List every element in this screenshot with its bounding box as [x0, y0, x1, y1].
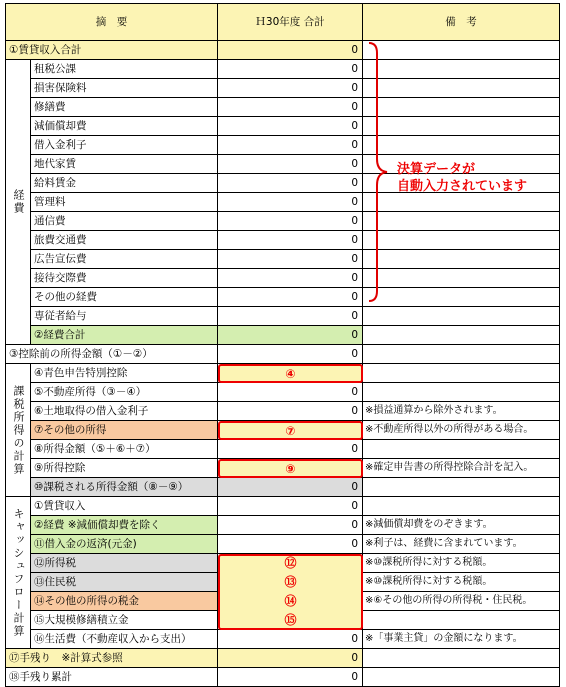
row-value[interactable]: 0: [218, 212, 363, 231]
table-row: [5, 326, 560, 345]
table-row: [5, 516, 560, 535]
row-label: 租税公課: [31, 60, 218, 79]
input-marker: ⑭: [284, 594, 297, 608]
row-value[interactable]: 0: [218, 60, 363, 79]
row-label: 旅費交通費: [31, 231, 218, 250]
row-label: 広告宣伝費: [31, 250, 218, 269]
row-memo: [363, 611, 560, 630]
table-row: [5, 98, 560, 117]
row-value[interactable]: 0: [218, 174, 363, 193]
row-memo: ※損益通算から除外されます。: [363, 402, 560, 421]
row-memo: [363, 193, 560, 212]
row-label: ⑤不動産所得（③－④）: [31, 383, 218, 402]
header-total: Ｈ30年度 合計: [218, 3, 363, 41]
row-memo: [363, 383, 560, 402]
row-label: ⑧所得金額（⑤＋⑥＋⑦）: [31, 440, 218, 459]
input-marker[interactable]: ⑨: [218, 459, 363, 478]
row-label: ⑰手残り ※計算式参照: [5, 649, 218, 668]
row-memo: [363, 98, 560, 117]
input-marker: ⑫: [284, 556, 297, 570]
row-memo: ※⑥その他の所得の所得税・住民税。: [363, 592, 560, 611]
row-label: ⑨所得控除: [31, 459, 218, 478]
group-taxable: [5, 364, 31, 497]
row-label: ⑩課税される所得金額（⑧－⑨）: [31, 478, 218, 497]
row-value[interactable]: 0: [218, 535, 363, 554]
row-memo: [363, 250, 560, 269]
group-label: 課税所得の計算: [12, 384, 25, 476]
row-value[interactable]: 0: [218, 288, 363, 307]
row-label: 損害保険料: [31, 79, 218, 98]
row-label: 給料賃金: [31, 174, 218, 193]
row-memo: [363, 60, 560, 79]
row-value[interactable]: 0: [218, 440, 363, 459]
group-expenses: [5, 60, 31, 345]
table-row: [5, 288, 560, 307]
table-row: [5, 383, 560, 402]
row-value[interactable]: 0: [218, 326, 363, 345]
row-value[interactable]: 0: [218, 250, 363, 269]
group-label: キャッシュフロー計算: [12, 507, 25, 638]
row-value[interactable]: 0: [218, 98, 363, 117]
row-label: ②経費 ※減価償却費を除く: [31, 516, 218, 535]
row-label: 接待交際費: [31, 269, 218, 288]
row-memo: [363, 41, 560, 60]
row-value[interactable]: 0: [218, 630, 363, 649]
row-memo: ※⑩課税所得に対する税額。: [363, 573, 560, 592]
row-label: 修繕費: [31, 98, 218, 117]
table-row: [5, 269, 560, 288]
table-row: [5, 345, 560, 364]
row-memo: ※⑩課税所得に対する税額。: [363, 554, 560, 573]
table-row: [5, 250, 560, 269]
row-memo: [363, 649, 560, 668]
table-row: [5, 231, 560, 250]
row-value[interactable]: 0: [218, 516, 363, 535]
row-memo: [363, 440, 560, 459]
row-label: 専従者給与: [31, 307, 218, 326]
row-memo: [363, 345, 560, 364]
row-memo: ※減価償却費をのぞきます。: [363, 516, 560, 535]
row-label: ②経費合計: [31, 326, 218, 345]
row-memo: [363, 136, 560, 155]
table-row: [5, 41, 560, 60]
header-memo: 備 考: [363, 3, 560, 41]
tax-input-box[interactable]: [218, 554, 363, 630]
row-memo: ※利子は、経費に含まれています。: [363, 535, 560, 554]
table-row: [5, 402, 560, 421]
row-value[interactable]: 0: [218, 402, 363, 421]
row-label: ⑮大規模修繕積立金: [31, 611, 218, 630]
row-label: 通信費: [31, 212, 218, 231]
row-value[interactable]: 0: [218, 136, 363, 155]
note-line-1: 決算データが: [397, 162, 476, 177]
row-label: ⑯生活費（不動産収入から支出）: [31, 630, 218, 649]
row-value[interactable]: 0: [218, 269, 363, 288]
row-label: ⑭その他の所得の税金: [31, 592, 218, 611]
table-row: [5, 440, 560, 459]
table-row: [5, 60, 560, 79]
row-memo: [363, 307, 560, 326]
row-label: ⑥土地取得の借入金利子: [31, 402, 218, 421]
row-label: ⑪借入金の返済(元金): [31, 535, 218, 554]
row-memo: [363, 364, 560, 383]
group-label: 経費: [12, 189, 25, 215]
table-row: [5, 307, 560, 326]
table-row: [5, 497, 560, 516]
row-label: 地代家賃: [31, 155, 218, 174]
row-memo: [363, 269, 560, 288]
group-cashflow: [5, 497, 31, 649]
table-row: [5, 193, 560, 212]
table-row: [5, 136, 560, 155]
row-memo: [363, 326, 560, 345]
row-value[interactable]: 0: [218, 345, 363, 364]
row-memo: [363, 668, 560, 687]
input-marker: ⑬: [284, 575, 297, 589]
row-label: ④青色申告特別控除: [31, 364, 218, 383]
row-label: 減価償却費: [31, 117, 218, 136]
row-label: ⑱手残り累計: [5, 668, 218, 687]
table-row: [5, 630, 560, 649]
row-value[interactable]: 0: [218, 478, 363, 497]
row-value[interactable]: 0: [218, 307, 363, 326]
row-memo: [363, 478, 560, 497]
input-marker[interactable]: ⑦: [218, 421, 363, 440]
table-row: [5, 535, 560, 554]
row-memo: [363, 497, 560, 516]
row-label: その他の経費: [31, 288, 218, 307]
table-row: [5, 212, 560, 231]
row-label: 管理料: [31, 193, 218, 212]
table-row: [5, 668, 560, 687]
table-row: [5, 117, 560, 136]
row-memo: [363, 231, 560, 250]
row-label: ⑬住民税: [31, 573, 218, 592]
row-memo: ※確定申告書の所得控除合計を記入。: [363, 459, 560, 478]
row-value[interactable]: 0: [218, 231, 363, 250]
row-memo: [363, 212, 560, 231]
row-label: ⑫所得税: [31, 554, 218, 573]
table-row: [5, 649, 560, 668]
row-memo: [363, 288, 560, 307]
table-row: [5, 478, 560, 497]
row-label: 借入金利子: [31, 136, 218, 155]
row-label: ①賃貸収入: [31, 497, 218, 516]
row-value[interactable]: 0: [218, 649, 363, 668]
row-label: ③控除前の所得金額（①－②）: [5, 345, 218, 364]
row-label: ⑦その他の所得: [31, 421, 218, 440]
input-marker[interactable]: ④: [218, 364, 363, 383]
row-value[interactable]: 0: [218, 79, 363, 98]
row-memo: [363, 117, 560, 136]
row-value[interactable]: 0: [218, 117, 363, 136]
brace-icon: [367, 41, 391, 303]
row-value[interactable]: 0: [218, 155, 363, 174]
row-value[interactable]: 0: [218, 497, 363, 516]
table-row: [5, 79, 560, 98]
header-summary: 摘 要: [5, 3, 218, 41]
row-value[interactable]: 0: [218, 383, 363, 402]
header-row: [5, 3, 560, 41]
row-value[interactable]: 0: [218, 668, 363, 687]
row-value[interactable]: 0: [218, 193, 363, 212]
row-label: ①賃貸収入合計: [5, 41, 218, 60]
auto-input-note: [397, 161, 527, 195]
row-value[interactable]: 0: [218, 41, 363, 60]
note-line-2: 自動入力されています: [397, 179, 528, 194]
row-memo: ※「事業主貸」の金額になります。: [363, 630, 560, 649]
input-marker: ⑮: [284, 613, 297, 627]
row-memo: [363, 79, 560, 98]
row-memo: ※不動産所得以外の所得がある場合。: [363, 421, 560, 440]
